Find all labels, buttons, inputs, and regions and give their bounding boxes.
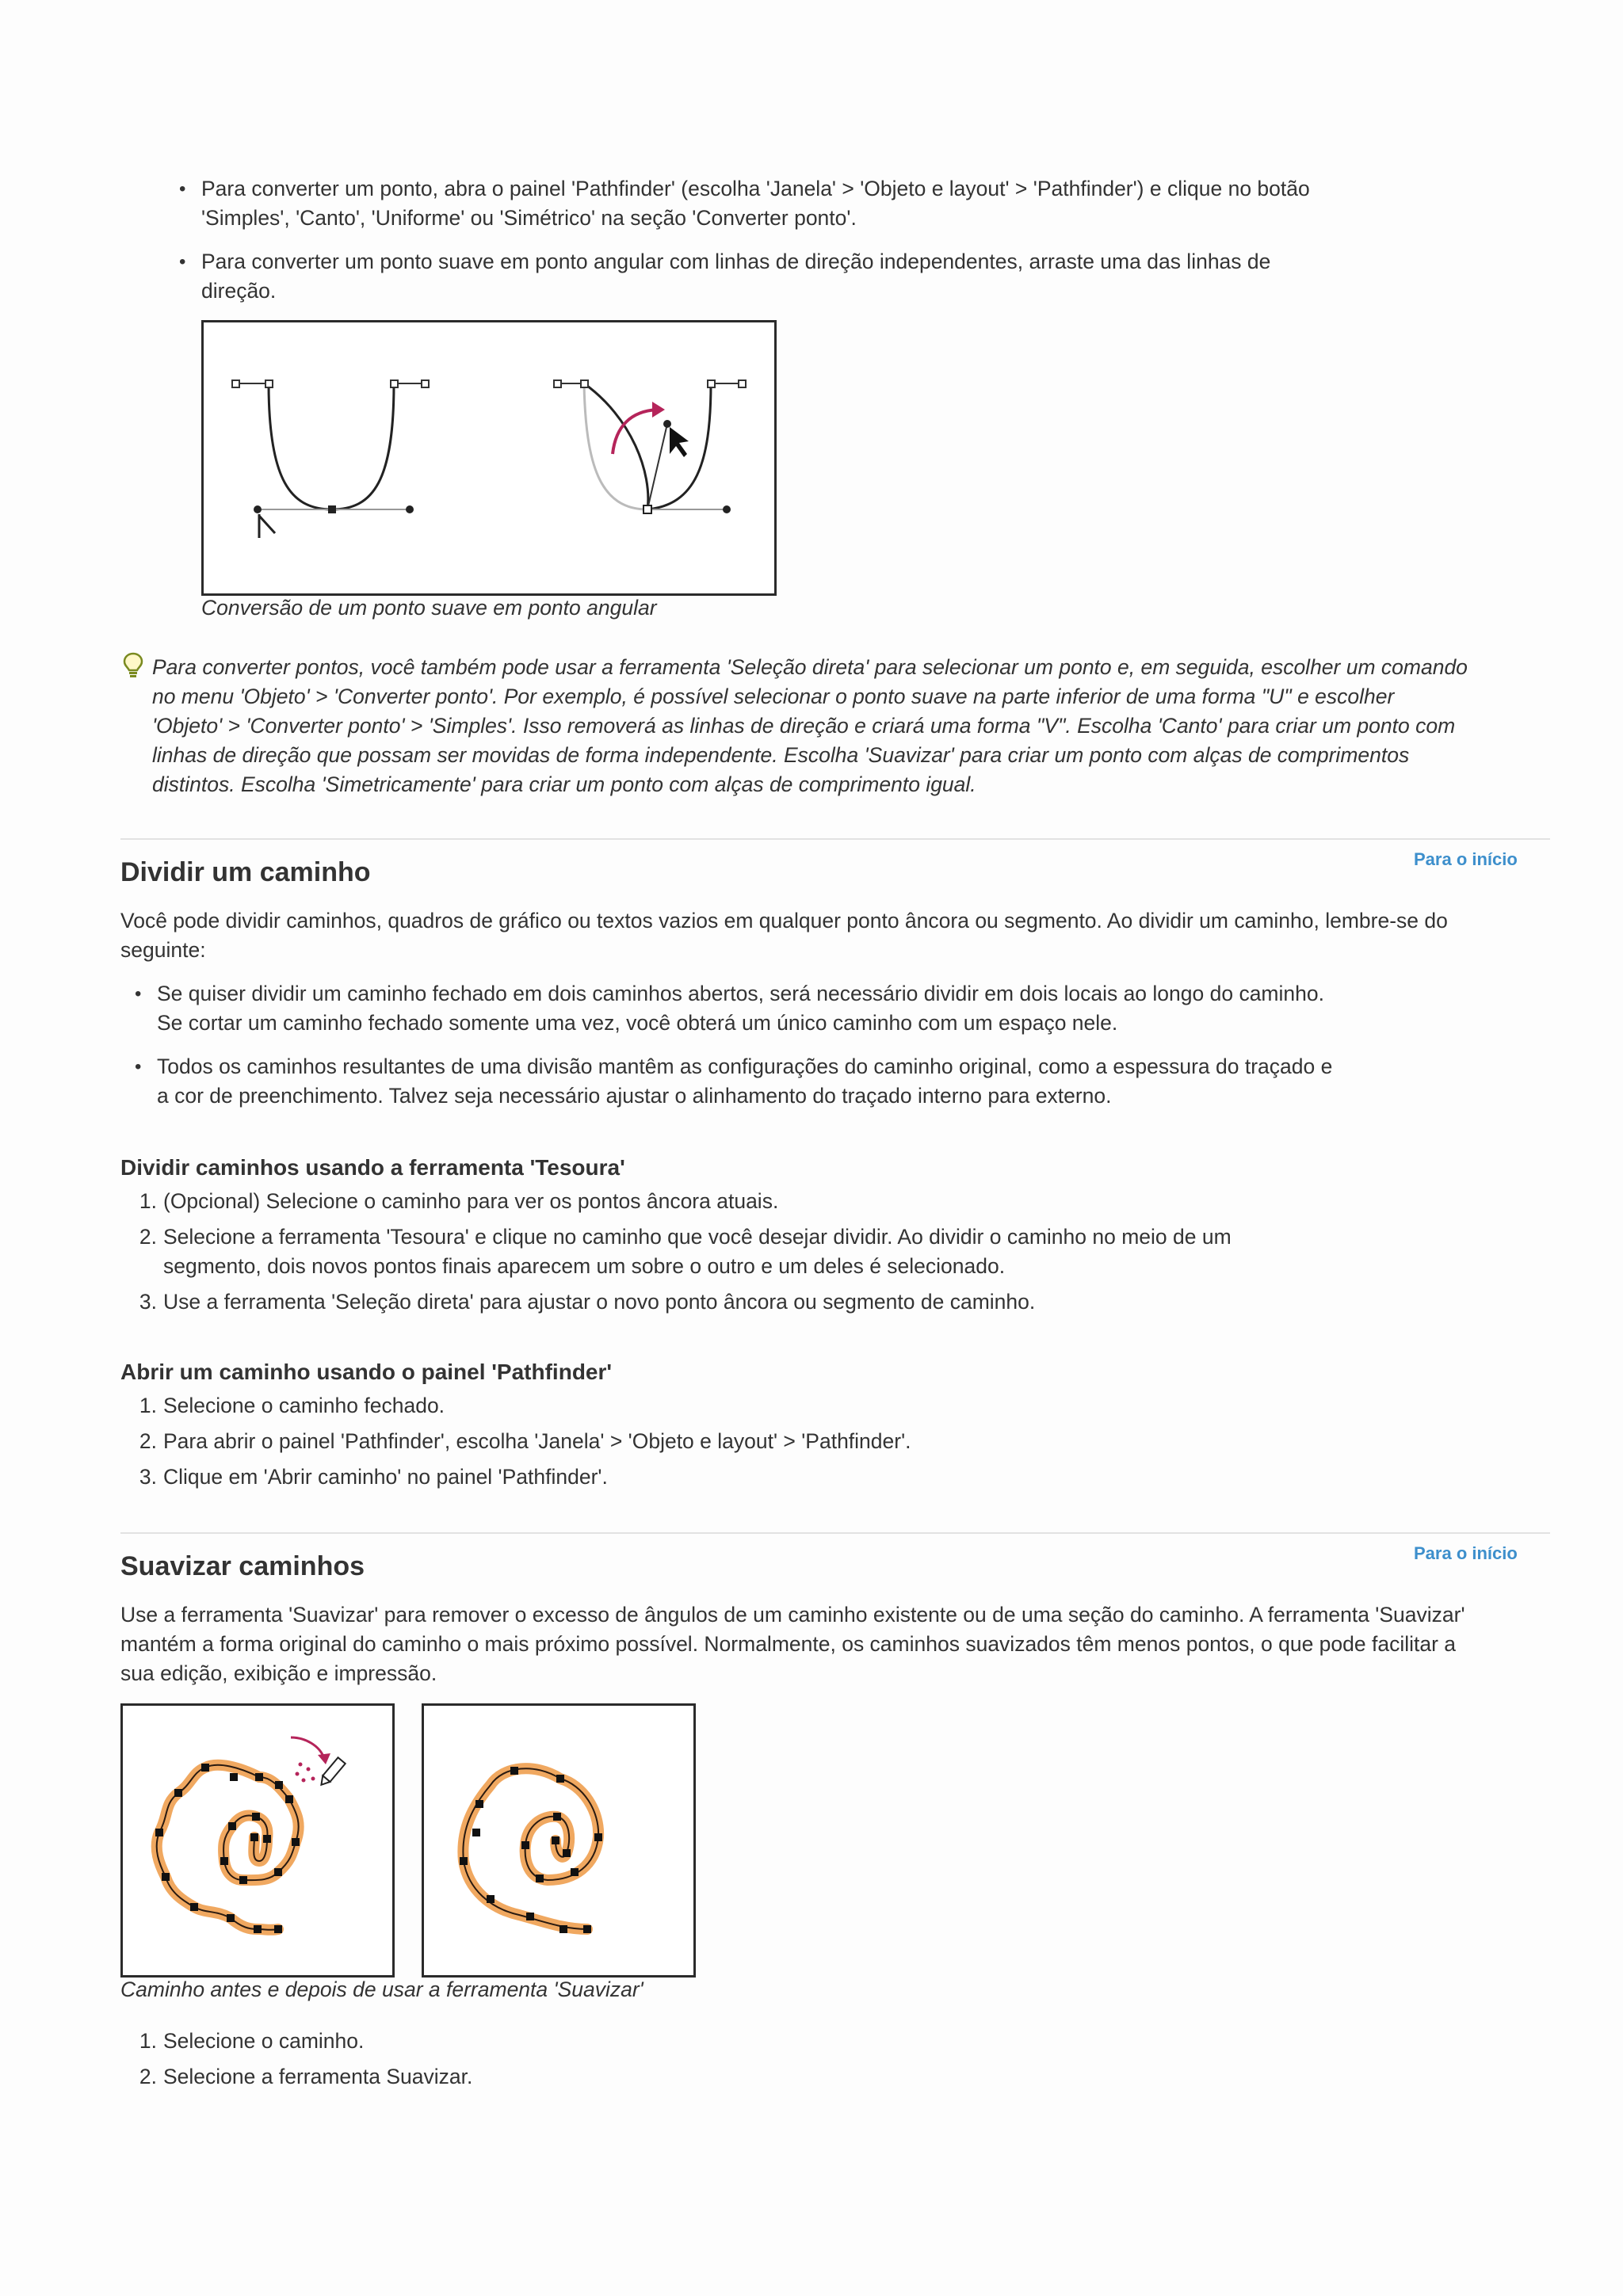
back-to-top-link[interactable]: Para o início [1414, 849, 1518, 869]
step-number: 1. [139, 1394, 157, 1417]
step-number: 3. [139, 1465, 157, 1489]
list-item [139, 2062, 1510, 2092]
step-text: Selecione o caminho. [163, 2029, 365, 2053]
tip-line: distintos. Escolha 'Simetricamente' para criar um ponto com alças de comprimento igual. [152, 772, 976, 796]
section-divider [120, 838, 1550, 840]
section-title: Suavizar caminhos [120, 1551, 365, 1581]
corner-point-curve [554, 380, 746, 513]
tip-line: no menu 'Objeto' > 'Converter ponto'. Por exemplo, é possível selecionar o ponto suave na parte inferior de uma forma "U" e escolher [152, 685, 1395, 708]
step-text: Clique em 'Abrir caminho' no painel 'Pathfinder'. [163, 1465, 608, 1489]
step-number: 2. [139, 1225, 157, 1249]
bullet-text: • Para converter um ponto suave em ponto angular com linhas de direção independentes, arraste uma das linhas de [201, 250, 1271, 273]
list-item [139, 1287, 1510, 1317]
tip-line: 'Objeto' > 'Converter ponto' > 'Simples'. Isso removerá as linhas de direção e criará uma forma "V". Escolha 'Canto' para criar um ponto com [152, 714, 1456, 738]
spiral-after-illustration [424, 1706, 693, 1975]
step-text: Selecione a ferramenta Suavizar. [163, 2065, 473, 2088]
top-bullet-list [201, 174, 1469, 306]
section-title: Dividir um caminho [120, 857, 371, 887]
step-text: Use a ferramenta 'Seleção direta' para ajustar o novo ponto âncora ou segmento de caminho. [163, 1290, 1036, 1314]
subsection-title: Abrir um caminho usando o painel 'Pathfinder' [120, 1360, 613, 1384]
list-item [139, 1222, 1510, 1281]
tip-line: Para converter pontos, você também pode usar a ferramenta 'Seleção direta' para selecionar um ponto e, em seguida, escolher um comando [152, 655, 1468, 679]
step-number: 2. [139, 1429, 157, 1453]
spiral-before-illustration [123, 1706, 392, 1975]
before-smooth-figure [120, 1703, 395, 1978]
smooth-u-curve [232, 380, 429, 538]
step-number: 1. [139, 2029, 157, 2053]
step-number: 2. [139, 2065, 157, 2088]
after-smooth-figure [422, 1703, 696, 1978]
step-number: 1. [139, 1189, 157, 1213]
paragraph-line: Use a ferramenta 'Suavizar' para remover o excesso de ângulos de um caminho existente ou de uma seção do caminho. A ferramenta 'Suavizar' [120, 1603, 1465, 1627]
list-item [139, 2027, 1510, 2056]
step-text: Selecione o caminho fechado. [163, 1394, 445, 1417]
section-intro [120, 1600, 1594, 1688]
convert-point-figure [201, 320, 777, 596]
step-text: Selecione a ferramenta 'Tesoura' e clique no caminho que você desejar dividir. Ao dividir o caminho no meio de um [163, 1225, 1232, 1249]
bullet-text: • Todos os caminhos resultantes de uma divisão mantêm as configurações do caminho original, como a espessura do traçado e [157, 1055, 1333, 1078]
lightbulb-icon [122, 651, 144, 680]
list-item [139, 1187, 1510, 1216]
paragraph-line: seguinte: [120, 938, 206, 962]
bullet-text: Se cortar um caminho fechado somente uma vez, você obterá um único caminho com um espaço nele. [157, 1011, 1118, 1035]
tip-note [152, 653, 1579, 799]
bullet-text: a cor de preenchimento. Talvez seja necessário ajustar o alinhamento do traçado interno para externo. [157, 1084, 1112, 1108]
tip-line: linhas de direção que possam ser movidas de forma independente. Escolha 'Suavizar' para criar um ponto com alças de comprimentos [152, 743, 1410, 767]
smooth-steps [139, 2027, 1510, 2092]
step-text: Para abrir o painel 'Pathfinder', escolha 'Janela' > 'Objeto e layout' > 'Pathfinder'. [163, 1429, 911, 1453]
figure-caption: Conversão de um ponto suave em ponto angular [201, 596, 657, 620]
divide-bullet-list [157, 979, 1504, 1111]
paragraph-line: sua edição, exibição e impressão. [120, 1661, 437, 1685]
list-item [139, 1391, 1510, 1421]
list-item [139, 1463, 1510, 1492]
list-item [157, 979, 1504, 1038]
list-item [157, 1052, 1504, 1111]
section-divider [120, 1532, 1550, 1534]
subsection-title: Dividir caminhos usando a ferramenta 'Tesoura' [120, 1155, 625, 1180]
bullet-text: 'Simples', 'Canto', 'Uniforme' ou 'Simétrico' na seção 'Converter ponto'. [201, 206, 857, 230]
back-to-top-link[interactable]: Para o início [1414, 1543, 1518, 1563]
list-item [201, 174, 1469, 233]
section-intro [120, 906, 1594, 965]
list-item [139, 1427, 1510, 1456]
bullet-text: direção. [201, 279, 277, 303]
paragraph-line: mantém a forma original do caminho o mais próximo possível. Normalmente, os caminhos suavizados têm menos pontos, o que pode facilitar a [120, 1632, 1457, 1656]
paragraph-line: Você pode dividir caminhos, quadros de gráfico ou textos vazios em qualquer ponto âncora ou segmento. Ao dividir um caminho, lembre-se do [120, 909, 1448, 933]
step-number: 3. [139, 1290, 157, 1314]
pathfinder-steps [139, 1391, 1510, 1492]
bullet-text: • Para converter um ponto, abra o painel 'Pathfinder' (escolha 'Janela' > 'Objeto e layout' > 'Pathfinder') e clique no botão [201, 177, 1310, 200]
convert-point-illustration [204, 322, 774, 593]
scissors-steps [139, 1187, 1510, 1317]
step-text: segmento, dois novos pontos finais aparecem um sobre o outro e um deles é selecionado. [163, 1254, 1006, 1278]
list-item [201, 247, 1469, 306]
bullet-text: • Se quiser dividir um caminho fechado em dois caminhos abertos, será necessário dividir em dois locais ao longo do caminho. [157, 982, 1324, 1005]
step-text: (Opcional) Selecione o caminho para ver os pontos âncora atuais. [163, 1189, 779, 1213]
figure-caption: Caminho antes e depois de usar a ferramenta 'Suavizar' [120, 1978, 643, 2001]
